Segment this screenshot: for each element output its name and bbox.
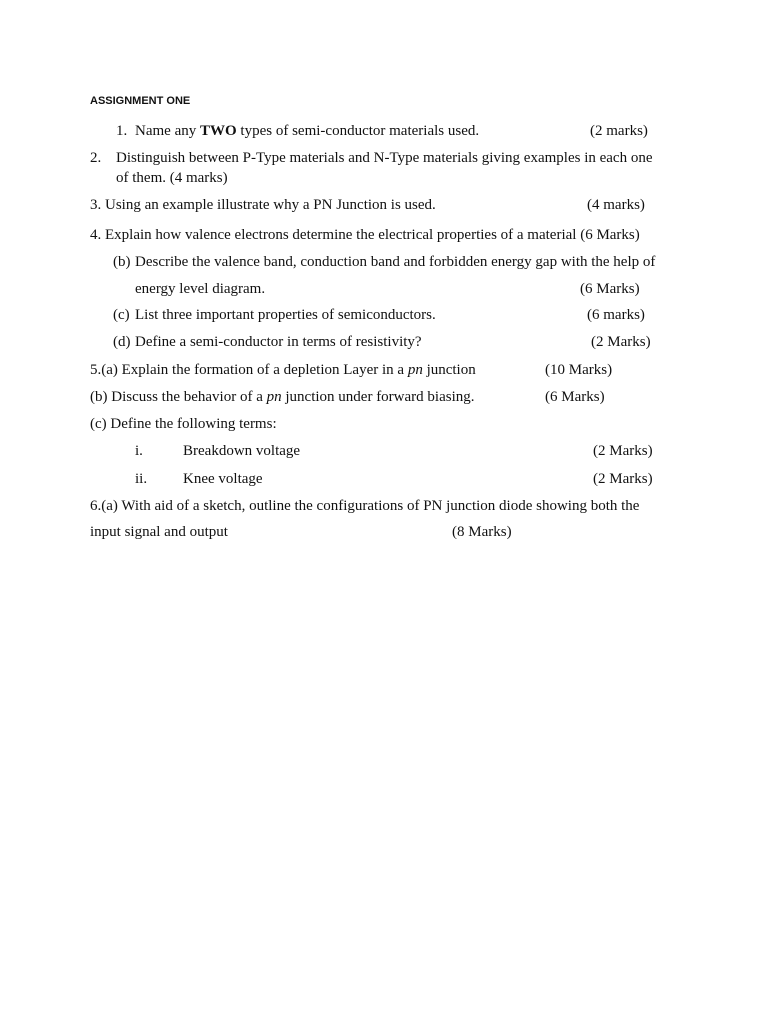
q5c-item-number: ii.	[135, 471, 148, 487]
q1-text-post: types of semi-conductor materials used.	[236, 123, 480, 139]
q5c-text: (c) Define the following terms:	[90, 416, 277, 432]
q4c-marks: (6 marks)	[587, 307, 645, 323]
q1-text	[135, 121, 479, 141]
q6-text-line1: 6.(a) With aid of a sketch, outline the configurations of PN junction diode showing both the	[90, 498, 640, 514]
q3-marks: (4 marks)	[587, 197, 645, 213]
q5b-marks: (6 Marks)	[545, 389, 605, 405]
q4d-label: (d)	[113, 334, 131, 350]
q5c-item-text: Knee voltage	[183, 471, 263, 487]
q2-number: 2.	[90, 150, 102, 166]
q1-text-pre: Name any	[135, 123, 200, 139]
q5b-text-em: pn	[266, 389, 282, 405]
q5c-item-marks: (2 Marks)	[593, 443, 653, 459]
q5a-text-em: pn	[407, 362, 423, 378]
q4c-label: (c)	[113, 307, 130, 323]
q6-text-line2: input signal and output	[90, 524, 228, 540]
q4b-marks: (6 Marks)	[580, 281, 640, 297]
q2-text-line1: Distinguish between P-Type materials and N-Type materials giving examples in each one	[116, 150, 653, 166]
q5b-text-pre: (b) Discuss the behavior of a	[90, 389, 267, 405]
q5a-text-pre: 5.(a) Explain the formation of a depletion Layer in a	[90, 362, 408, 378]
q4c-text: List three important properties of semiconductors.	[135, 307, 436, 323]
q3-text: 3. Using an example illustrate why a PN Junction is used.	[90, 197, 436, 213]
q5a-marks: (10 Marks)	[545, 362, 613, 378]
q5c-item-text: Breakdown voltage	[183, 443, 301, 459]
q5a-text-post: junction	[422, 362, 476, 378]
q1-number: 1.	[116, 123, 128, 139]
q4b-text-line1: Describe the valence band, conduction band and forbidden energy gap with the help of	[135, 254, 656, 270]
q1-marks: (2 marks)	[590, 123, 648, 139]
q5b-text-post: junction under forward biasing.	[281, 389, 475, 405]
q5c-item-marks: (2 Marks)	[593, 471, 653, 487]
q4b-text-line2: energy level diagram.	[135, 281, 266, 297]
q2-text-line2: of them. (4 marks)	[116, 170, 228, 186]
q5a-text	[90, 360, 476, 380]
q4d-text: Define a semi-conductor in terms of resistivity?	[135, 334, 422, 350]
q4b-label: (b)	[113, 254, 131, 270]
q1-text-bold: TWO	[199, 123, 237, 139]
q5c-item-number: i.	[135, 443, 143, 459]
q6-marks: (8 Marks)	[452, 524, 512, 540]
q4-text: 4. Explain how valence electrons determine the electrical properties of a material (6 Marks)	[90, 227, 640, 243]
assignment-title: ASSIGNMENT ONE	[90, 95, 191, 107]
q5b-text	[90, 387, 475, 407]
q4d-marks: (2 Marks)	[591, 334, 651, 350]
